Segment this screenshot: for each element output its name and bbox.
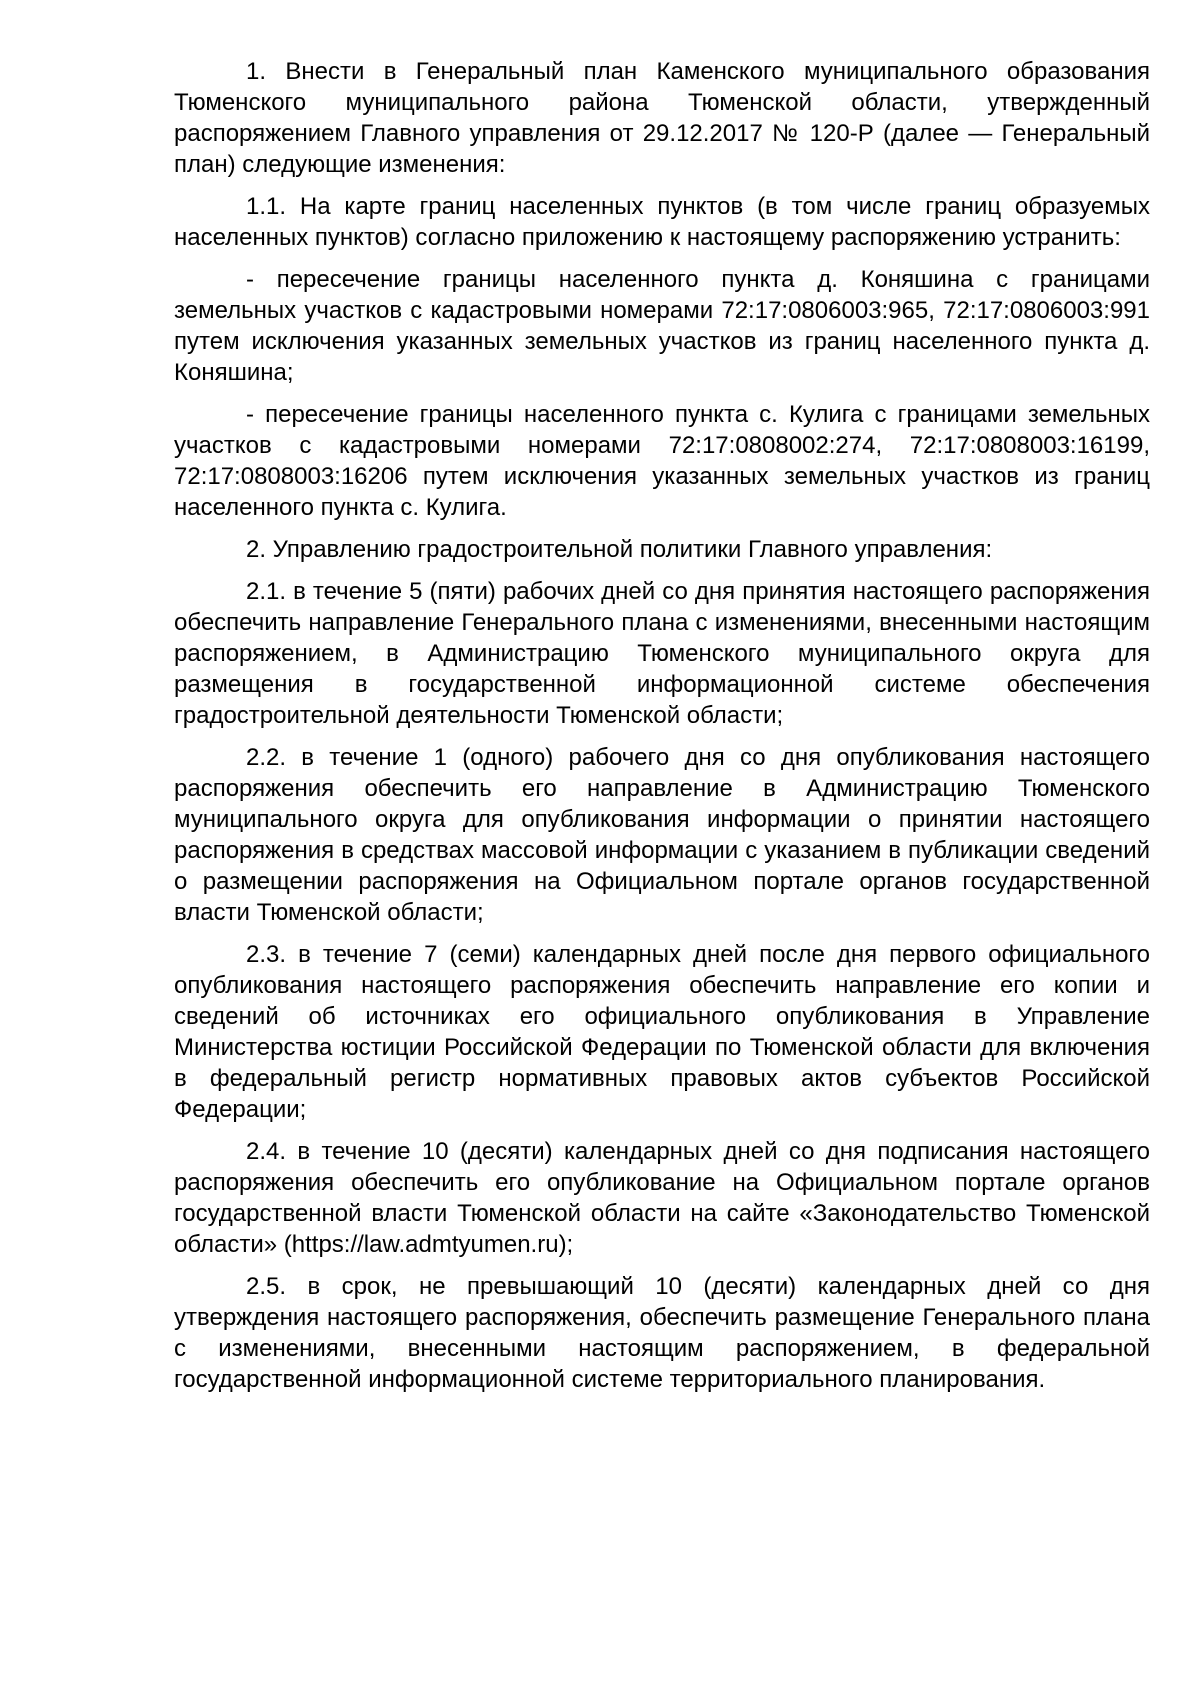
paragraph-2-4: 2.4. в течение 10 (десяти) календарных дней со дня подписания настоящего распоряжения обеспечить его опубликование на Официальном портале органов государственной власти Тюменской области на сайте «Законодательство Тюменской области» (https://law.admtyumen.ru); [174, 1138, 1150, 1258]
paragraph-2-5: 2.5. в срок, не превышающий 10 (десяти) календарных дней со дня утверждения настоящего распоряжения, обеспечить размещение Генерального плана с изменениями, внесенными настоящим распоряжением, в федеральной государственной информационной системе территориального планирования. [174, 1273, 1150, 1393]
paragraph-2-2: 2.2. в течение 1 (одного) рабочего дня со дня опубликования настоящего распоряжения обеспечить его направление в Администрацию Тюменского муниципального округа для опубликования информации о принятии настоящего распоряжения в средствах массовой информации с указанием в публикации сведений о размещении распоряжения на Официальном портале органов государственной власти Тюменской области; [174, 744, 1150, 926]
paragraph-1-1: 1.1. На карте границ населенных пунктов (в том числе границ образуемых населенных пунктов) согласно приложению к настоящему распоряжению устранить: [174, 193, 1150, 251]
paragraph-2: 2. Управлению градостроительной политики Главного управления: [246, 536, 993, 563]
paragraph-2-1: 2.1. в течение 5 (пяти) рабочих дней со дня принятия настоящего распоряжения обеспечить направление Генерального плана с изменениями, внесенными настоящим распоряжением, в Администрацию Тюменского муниципального округа для размещения в государственной информационной системе обеспечения градостроительной деятельности Тюменской области; [174, 578, 1150, 729]
paragraph-1: 1. Внести в Генеральный план Каменского муниципального образования Тюменского муниципального района Тюменской области, утвержденный распоряжением Главного управления от 29.12.2017 № 120-Р (далее — Генеральный план) следующие изменения: [174, 58, 1150, 178]
paragraph-2-3: 2.3. в течение 7 (семи) календарных дней после дня первого официального опубликования настоящего распоряжения обеспечить направление его копии и сведений об источниках его официального опубликования в Управление Министерства юстиции Российской Федерации по Тюменской области для включения в федеральный регистр нормативных правовых актов субъектов Российской Федерации; [174, 941, 1150, 1123]
paragraph-1-1-item-koniashina: - пересечение границы населенного пункта д. Коняшина с границами земельных участков с кадастровыми номерами 72:17:0806003:965, 72:17:0806003:991 путем исключения указанных земельных участков из границ населенного пункта д. Коняшина; [174, 266, 1150, 386]
paragraph-1-1-item-kuliga: - пересечение границы населенного пункта с. Кулига с границами земельных участков с кадастровыми номерами 72:17:0808002:274, 72:17:0808003:16199, 72:17:0808003:16206 путем исключения указанных земельных участков из границ населенного пункта с. Кулига. [174, 401, 1150, 521]
document-body [174, 56, 1150, 1406]
